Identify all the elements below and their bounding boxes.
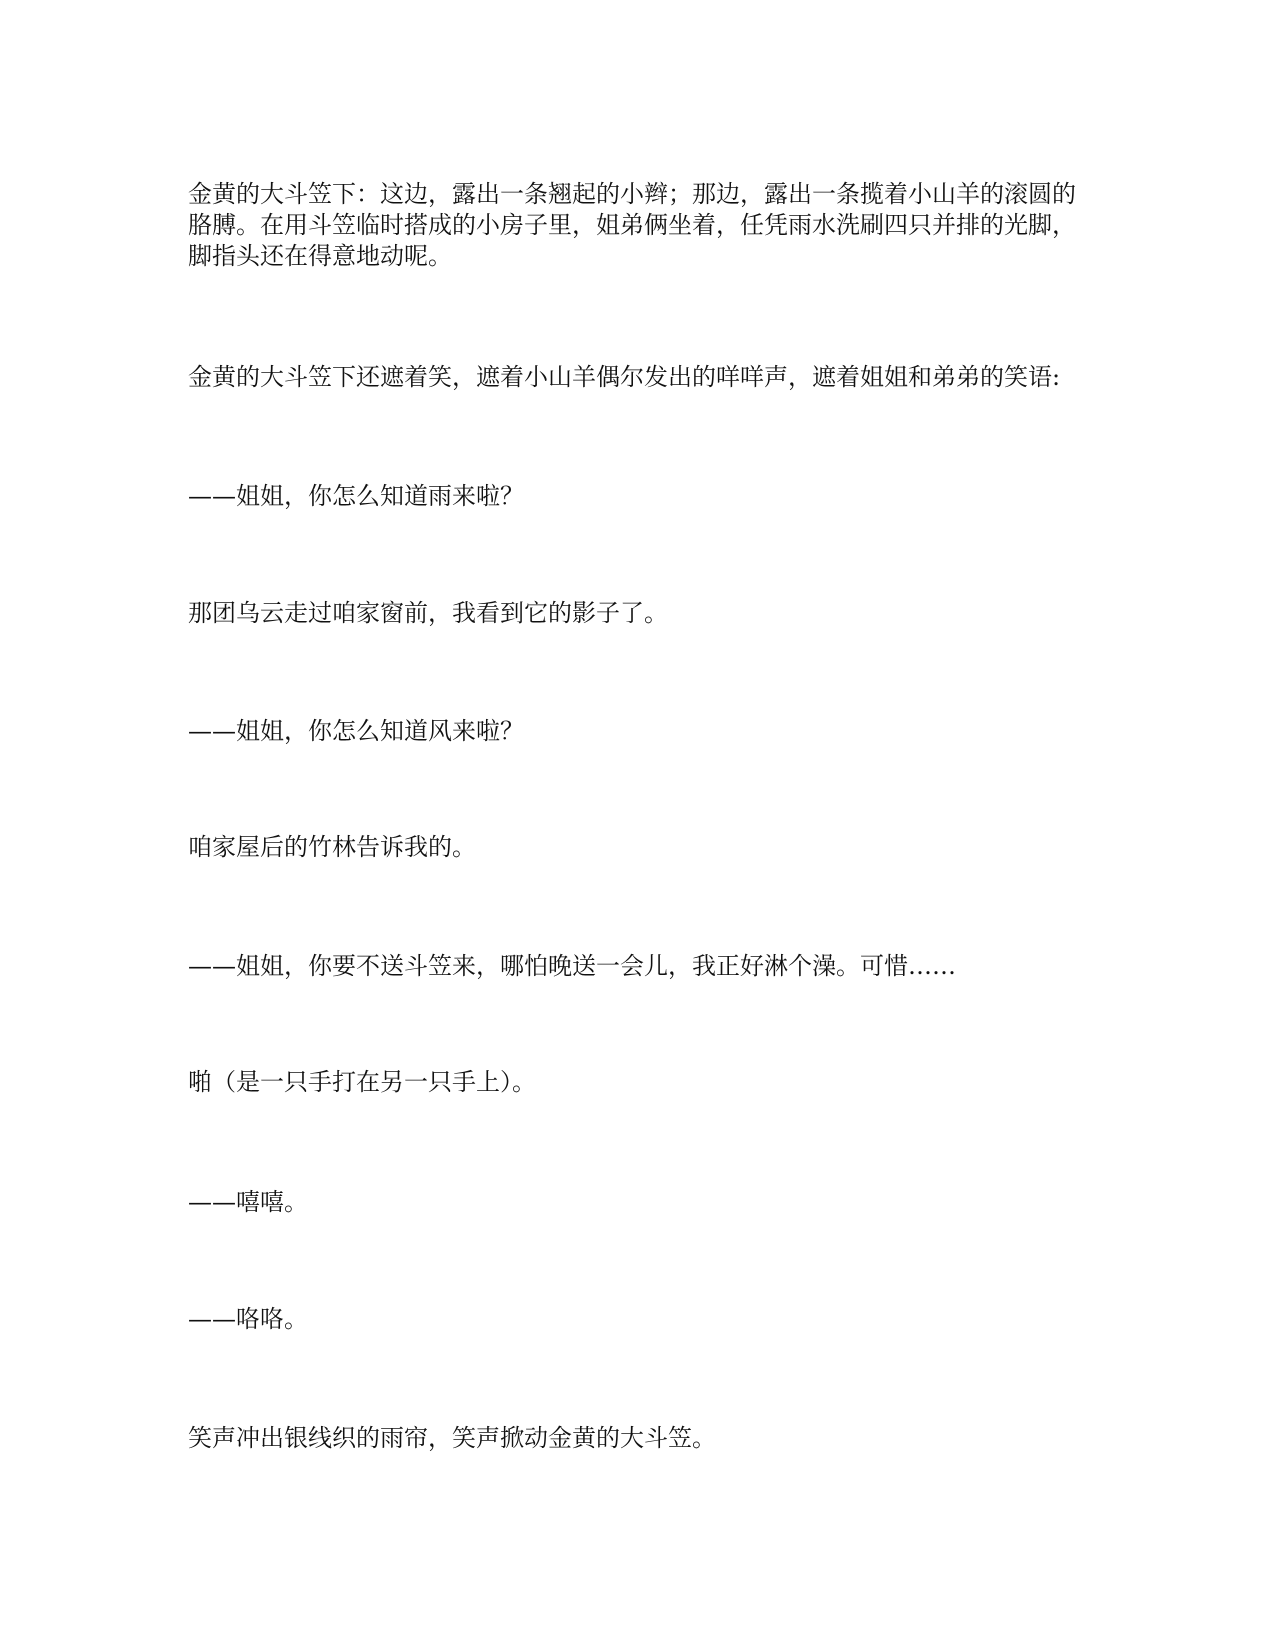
paragraph-2: 金黄的大斗笠下还遮着笑，遮着小山羊偶尔发出的咩咩声，遮着姐姐和弟弟的笑语:	[188, 363, 1061, 391]
paragraph-1: 金黄的大斗笠下：这边，露出一条翘起的小辫；那边，露出一条揽着小山羊的滚圆的胳膊。在用斗笠临时搭成的小房子里，姐弟俩坐着，任凭雨水洗刷四只并排的光脚，脚指头还在得意地动呢。	[188, 180, 1076, 270]
paragraph-4: 那团乌云走过咱家窗前，我看到它的影子了。	[188, 599, 668, 627]
paragraph-7: ——姐姐，你要不送斗笠来，哪怕晚送一会儿，我正好淋个澡。可惜……	[188, 952, 956, 980]
paragraph-11: 笑声冲出银线织的雨帘，笑声掀动金黄的大斗笠。	[188, 1424, 716, 1452]
paragraph-5: ——姐姐，你怎么知道风来啦？	[188, 717, 524, 745]
paragraph-3: ——姐姐，你怎么知道雨来啦？	[188, 482, 524, 510]
paragraph-10: ——咯咯。	[188, 1305, 308, 1333]
paragraph-9: ——嘻嘻。	[188, 1188, 308, 1216]
paragraph-8: 啪（是一只手打在另一只手上）。	[188, 1068, 536, 1096]
paragraph-6: 咱家屋后的竹林告诉我的。	[188, 833, 476, 861]
